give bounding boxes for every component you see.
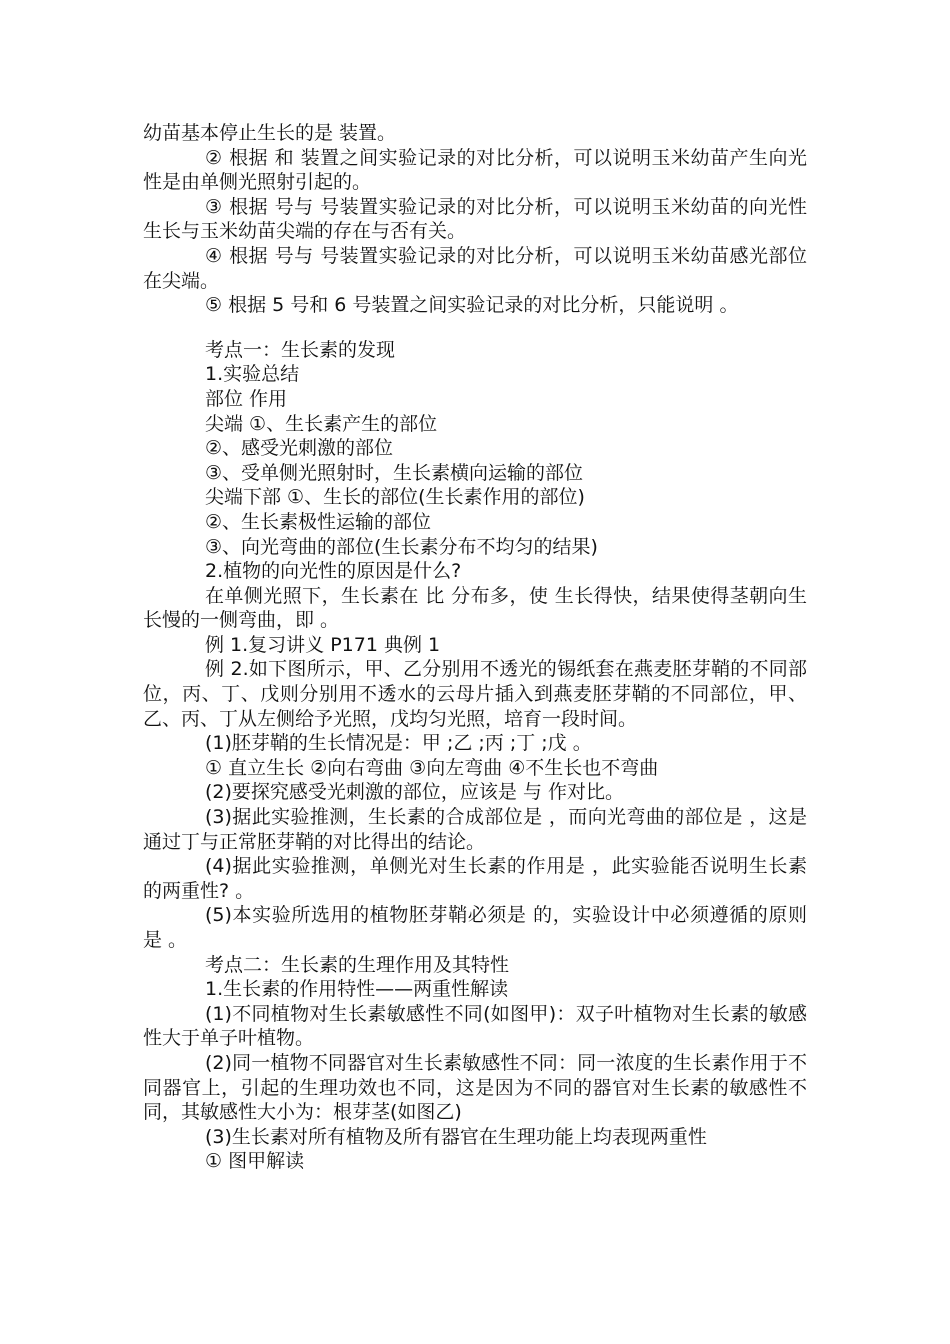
document-body	[143, 121, 807, 1174]
text-paragraph: 在单侧光照下，生长素在 比 分布多，使 生长得快，结果使得茎朝向生长慢的一侧弯曲，即 。	[143, 584, 807, 632]
example-paragraph: 例 2.如下图所示，甲、乙分别用不透光的锡纸套在燕麦胚芽鞘的不同部位，丙、丁、戊则分别用不透水的云母片插入到燕麦胚芽鞘的不同部位，甲、乙、丙、丁从左侧给予光照，戊均匀光照，培育一段时间。	[143, 658, 807, 730]
subheading: 1.生长素的作用特性——两重性解读	[205, 978, 509, 1001]
text-paragraph: (2)同一植物不同器官对生长素敏感性不同：同一浓度的生长素作用于不同器官上，引起的生理功效也不同，这是因为不同的器官对生长素的敏感性不同，其敏感性大小为：根芽茎(如图乙)	[143, 1051, 807, 1124]
table-line: 尖端下部 ①、生长的部位(生长素作用的部位)	[205, 486, 585, 509]
question-line: (2)要探究感受光刺激的部位，应该是 与 作对比。	[205, 781, 624, 804]
section-heading-2: 考点二：生长素的生理作用及其特性	[205, 953, 510, 976]
text-paragraph: ⑤ 根据 5 号和 6 号装置之间实验记录的对比分析，只能说明 。	[205, 294, 739, 317]
subheading: 2.植物的向光性的原因是什么?	[205, 560, 462, 583]
table-line: ③、向光弯曲的部位(生长素分布不均匀的结果)	[205, 535, 598, 558]
question-line: (1)胚芽鞘的生长情况是：甲 ;乙 ;丙 ;丁 ;戊 。	[205, 732, 592, 755]
table-line: ②、感受光刺激的部位	[205, 437, 394, 460]
table-line: ③、受单侧光照射时，生长素横向运输的部位	[205, 461, 584, 484]
text-paragraph: ③ 根据 号与 号装置实验记录的对比分析，可以说明玉米幼苗的向光性生长与玉米幼苗尖端的存在与否有关。	[143, 195, 807, 243]
table-line: ②、生长素极性运输的部位	[205, 510, 432, 533]
subheading: 1.实验总结	[205, 363, 300, 386]
text-line: 幼苗基本停止生长的是 装置。	[143, 122, 397, 144]
question-paragraph: (4)据此实验推测，单侧光对生长素的作用是 ，此实验能否说明生长素的两重性? 。	[143, 855, 807, 902]
text-paragraph: ② 根据 和 装置之间实验记录的对比分析，可以说明玉米幼苗产生向光性是由单侧光照射引起的。	[143, 146, 807, 194]
question-paragraph: (5)本实验所选用的植物胚芽鞘必须是 的，实验设计中必须遵循的原则是 。	[143, 904, 807, 951]
text-paragraph: (1)不同植物对生长素敏感性不同(如图甲)：双子叶植物对生长素的敏感性大于单子叶植物。	[143, 1002, 807, 1050]
text-line: (3)生长素对所有植物及所有器官在生理功能上均表现两重性	[205, 1125, 707, 1148]
table-line: 尖端 ①、生长素产生的部位	[205, 412, 438, 435]
spacer	[143, 318, 807, 338]
section-heading-1: 考点一：生长素的发现	[205, 338, 396, 361]
table-header: 部位 作用	[205, 387, 288, 410]
text-line: ① 图甲解读	[205, 1150, 305, 1173]
question-paragraph: (3)据此实验推测，生长素的合成部位是 ，而向光弯曲的部位是 ，这是通过丁与正常胚芽鞘的对比得出的结论。	[143, 806, 807, 853]
text-paragraph: ④ 根据 号与 号装置实验记录的对比分析，可以说明玉米幼苗感光部位在尖端。	[143, 244, 807, 292]
options-line: ① 直立生长 ②向右弯曲 ③向左弯曲 ④不生长也不弯曲	[205, 756, 659, 779]
example-line: 例 1.复习讲义 P171 典例 1	[205, 633, 441, 656]
